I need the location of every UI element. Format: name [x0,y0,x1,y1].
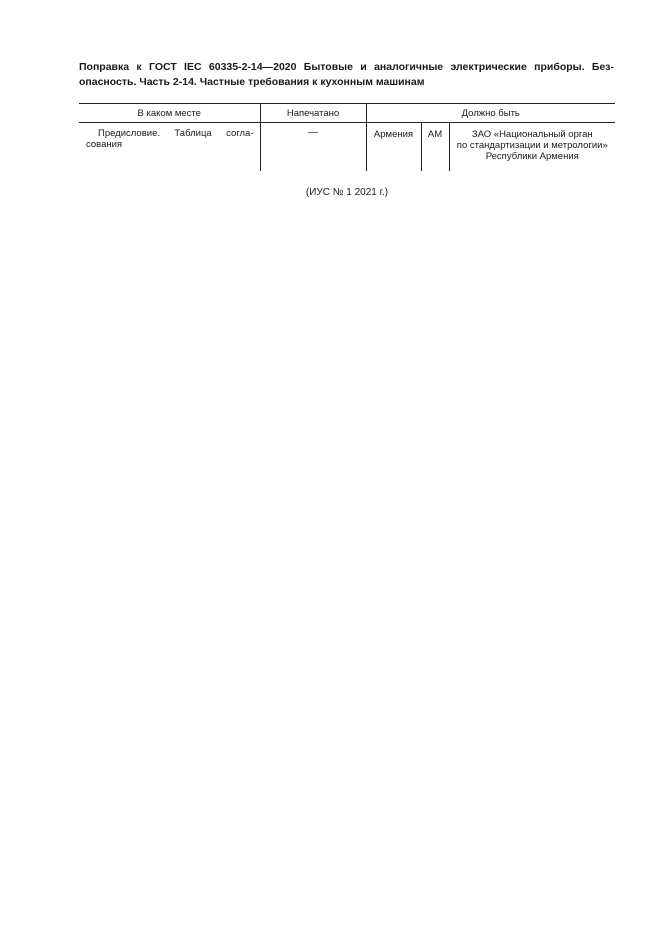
document-title-line-2: опасность. Часть 2-14. Частные требования к кухонным машинам [79,76,425,88]
organization-line-3: Республики Армения [485,151,579,162]
errata-table [79,103,615,171]
row-country: Армения [366,123,421,172]
row-place-text: Предисловие. Таблица согла-сования [86,128,254,150]
table-header-row [79,104,615,123]
document-title-line-1: Поправка к ГОСТ IEC 60335-2-14—2020 Бытовые и аналогичные электрические приборы. Без- [79,61,614,73]
organization-line-1: ЗАО «Национальный орган [471,129,593,140]
document-title [79,60,614,90]
organization-line-2: по стандартизации и метрологии» [456,140,608,151]
issue-reference: (ИУС № 1 2021 г.) [305,187,389,198]
table-row [79,123,615,172]
header-printed: Напечатано [260,104,366,123]
header-should-be: Должно быть [366,104,615,123]
row-printed: — [260,123,366,172]
row-place [79,123,260,172]
row-organization [449,123,615,172]
row-country-code: AM [421,123,449,172]
header-place: В каком месте [79,104,260,123]
